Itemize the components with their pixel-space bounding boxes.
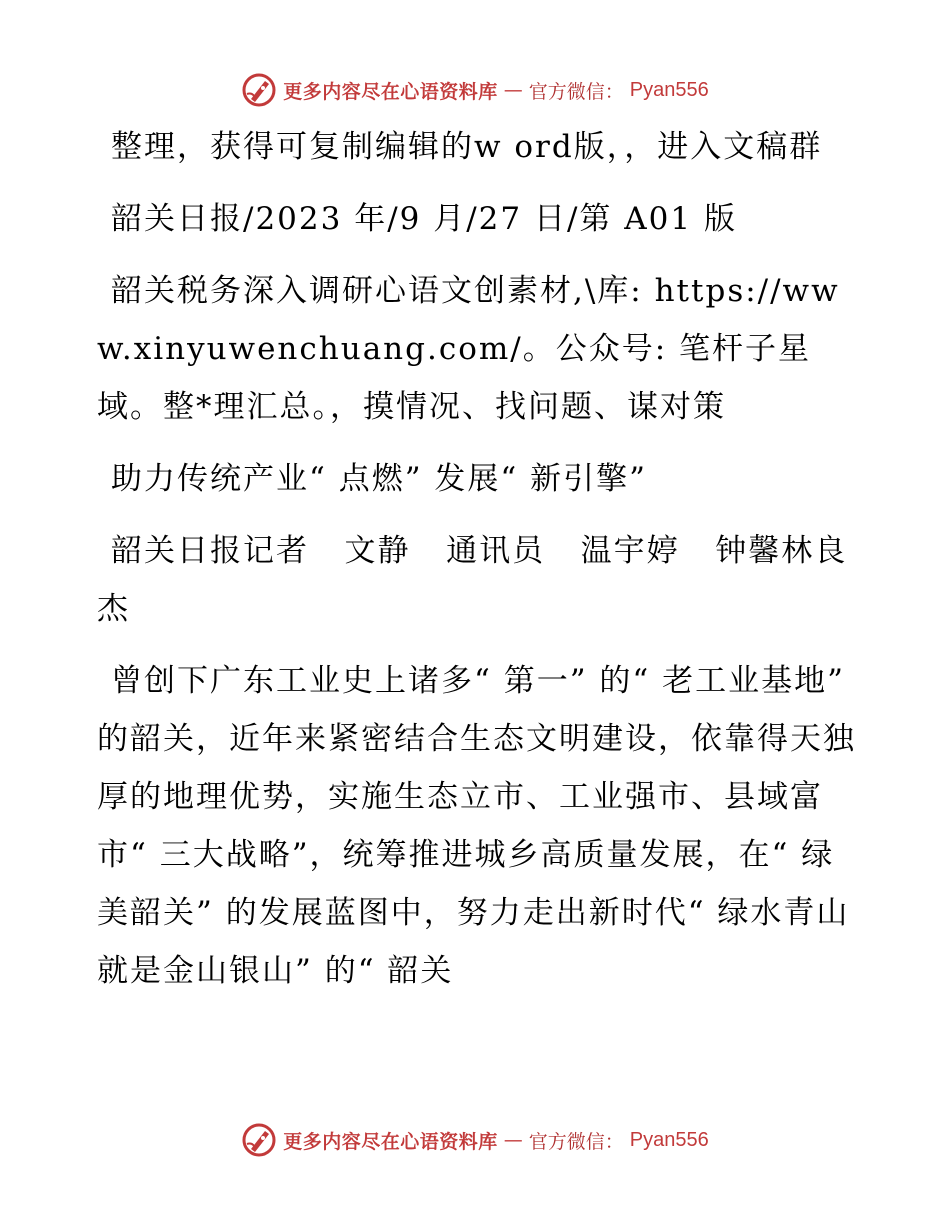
paragraph-body: 曾创下广东工业史上诸多“ 第一” 的“ 老工业基地” 的韶关，近年来紧密结合生态文明建设，依靠得天独厚的地理优势，实施生态立市、工业强市、县域富市“ 三大战略”，统筹推进城乡高质量发展，在“ 绿美韶关” 的发展蓝图中，努力走出新时代“ 绿水青山就是金山银山” 的“ 韶关 — [97, 663, 857, 989]
document-body — [97, 118, 857, 1014]
watermark-separator: — — [503, 1129, 523, 1151]
watermark-separator: — — [503, 79, 523, 101]
header-watermark — [0, 70, 950, 110]
pen-nib-circle-icon — [241, 1122, 277, 1158]
paragraph-subtitle: 助力传统产业“ 点燃” 发展“ 新引擎” — [111, 461, 647, 497]
footer-watermark — [0, 1120, 950, 1160]
paragraph-byline: 韶关日报记者 文静 通讯员 温宇婷 钟馨林良杰 — [97, 533, 848, 627]
watermark-wechat-id: Pyan556 — [629, 1128, 709, 1151]
pen-nib-circle-icon — [241, 72, 277, 108]
watermark-text: 更多内容尽在心语资料库 — [283, 80, 498, 103]
watermark-official-label: 官方微信： — [528, 80, 624, 103]
paragraph-source: 韶关日报/2023 年/9 月/27 日/第 A01 版 — [111, 201, 737, 237]
watermark-wechat-id: Pyan556 — [629, 78, 709, 101]
paragraph-article-title: 韶关税务深入调研心语文创素材,\库: https://www.xinyuwenchuang.com/。公众号: 笔杆子星域。整*理汇总。，摸情况、找问题、谋对策 — [97, 273, 840, 425]
watermark-official-label: 官方微信： — [528, 1130, 624, 1153]
watermark-text: 更多内容尽在心语资料库 — [283, 1130, 498, 1153]
paragraph-intro: 整理，获得可复制编辑的w ord版，，进入文稿群 — [111, 129, 823, 165]
